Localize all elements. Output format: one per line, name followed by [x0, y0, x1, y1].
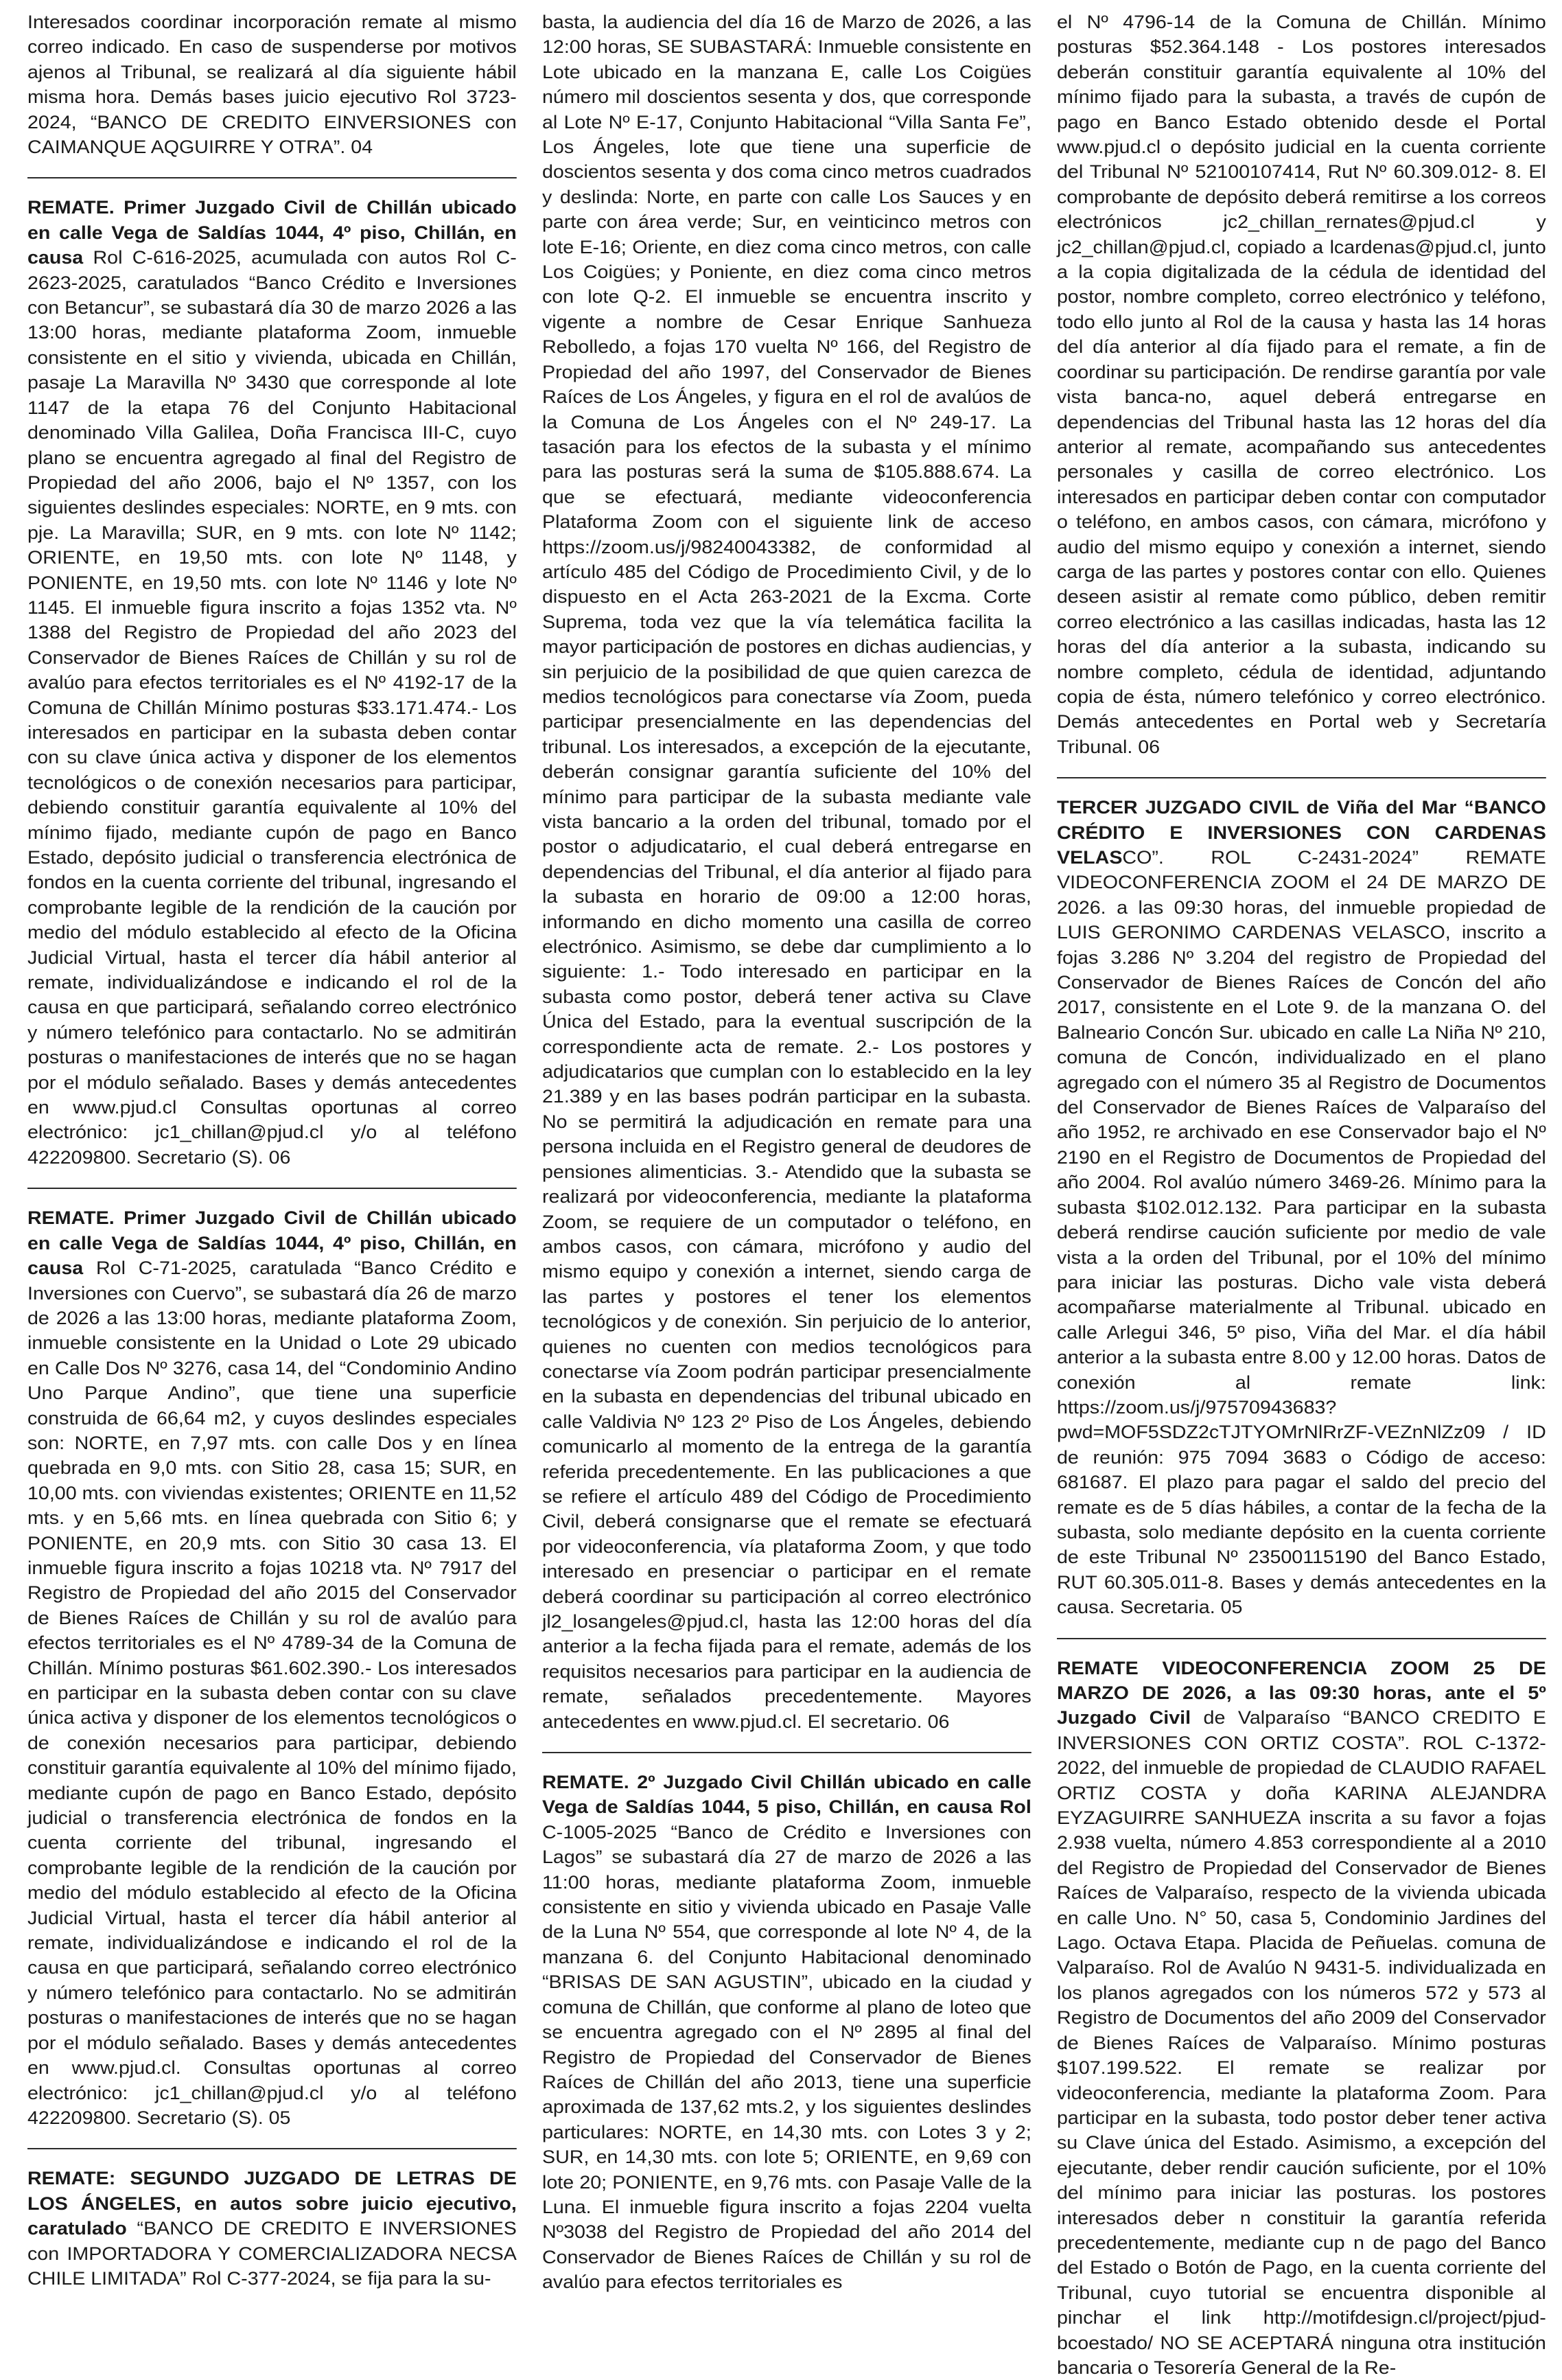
notice-separator — [1057, 777, 1546, 778]
notice-text: Rol C-71-2025, caratulada “Banco Crédito e Inversiones con Cuervo”, se subastará día 26 de marzo de 2026 a las 13:00 horas, mediante plataforma Zoom, inmueble consistente en la Unidad o Lote 29 ubicado en Calle Dos Nº 3276, casa 14, del “Condominio Andino Uno Parque Andino”, que tiene una superficie construida de 66,64 m2, y cuyos deslindes especiales son: NORTE, en 7,97 mts. con calle Dos y en línea quebrada en 9,0 mts. con Sitio 28, casa 15; SUR, en 10,00 mts. con viviendas existentes; ORIENTE en 11,52 mts. y en 5,66 mts. en línea quebrada con Sitio 6; y PONIENTE, en 20,9 mts. con Sitio 30 casa 13. El inmueble figura inscrito a fojas 10218 vta. Nº 7917 del Registro de Propiedad del año 2015 del Conservador de Bienes Raíces de Chillán y su rol de avalúo para efectos territoriales es el Nº 4789-34 de la Comuna de Chillán. Mínimo posturas $61.602.390.- Los interesados en participar en la subasta deben contar con su clave única activa y disponer de los elementos tecnológicos o de conexión necesarios para participar, debiendo constituir garantía equivalente al 10% del mínimo fijado, mediante cupón de pago en Banco Estado, depósito judicial o transferencia electrónica de fondos en la cuenta corriente del tribunal, ingresando el comprobante legible de la rendición de la caución por medio del módulo establecido al efecto de la Oficina Judicial Virtual, hasta el tercer día hábil anterior al remate, individualizándose e indicando el rol de la causa en que participará, señalando correo electrónico y número telefónico para contactarlo. No se admitirán posturas o manifestaciones de interés que no se hagan por el módulo señalado. Bases y demás antecedentes en www.pjud.cl. Consultas oportunas al correo electrónico: jc1_chillan@pjud.cl y/o al teléfono 422209800. Secretario (S). 05 — [27, 1258, 517, 2128]
notice-heading: REMATE. Primer Juzgado Civil de Chillán ubicado en calle Vega de Saldías 1044, 4º piso, Chillán, en causa — [27, 1208, 517, 1279]
notice-heading: REMATE: SEGUNDO JUZGADO DE LETRAS DE LOS ÁNGELES, en autos sobre juicio ejecutivo, caratulado — [27, 2168, 517, 2239]
notice-heading: TERCER JUZGADO CIVIL de Viña del Mar “BANCO CRÉDITO E INVERSIONES CON CARDENAS VELAS — [1057, 797, 1546, 868]
notice-text: C-1005-2025 “Banco de Crédito e Inversiones con Lagos” se subastará día 27 de marzo de 2026 a las 11:00 horas, mediante plataforma Zoom, inmueble consistente en sitio y vivienda ubicado en Pasaje Valle de la Luna Nº 554, que corresponde al lote Nº 4, de la manzana 6. del Conjunto Habitacional denominado “BRISAS DE SAN AGUSTIN”, ubicado en la ciudad y comuna de Chillán, que conforme al plano de loteo que se encuentra agregado con el Nº 2895 al final del Registro de Propiedad del Conservador de Bienes Raíces de Chillán del año 2013, tiene una superficie aproximada de 137,62 mts.2, y los siguientes deslindes particulares: NORTE, en 14,30 mts. con Lotes 3 y 2; SUR, en 14,30 mts. con lote 5; ORIENTE, en 9,69 con lote 20; PONIENTE, en 9,76 mts. con Pasaje Valle de la Luna. El inmueble figura inscrito a fojas 2204 vuelta Nº3038 del Registro de Propiedad del año 2014 del Conservador de Bienes Raíces de Chillán y su rol de avalúo para efectos territoriales es — [542, 1821, 1031, 2293]
column-1 — [27, 10, 517, 2289]
notice-continuation — [542, 10, 1031, 1734]
notice-continuation — [27, 10, 517, 159]
notice-heading: REMATE. Primer Juzgado Civil de Chillán ubicado en calle Vega de Saldías 1044, 4º piso, Chillán, en causa — [27, 197, 517, 268]
notice-separator — [27, 177, 517, 178]
notice-continuation — [1057, 10, 1546, 759]
notice-separator — [542, 1752, 1031, 1753]
notice-heading: REMATE. 2º Juzgado Civil Chillán ubicado en calle Vega de Saldías 1044, 5 piso, Chillán, en causa Rol — [542, 1772, 1031, 1818]
notice-text: “BANCO DE CREDITO E INVERSIONES con IMPORTADORA Y COMERCIALIZADORA NECSA CHILE LIMITADA” Rol C-377-2024, se fija para la su- — [27, 2218, 517, 2289]
notice-remate-chillan-betancur — [27, 195, 517, 1170]
notice-separator — [27, 2148, 517, 2149]
notice-heading: REMATE VIDEOCONFERENCIA ZOOM 25 DE MARZO DE 2026, a las 09:30 horas, ante el 5º Juzgado Civil — [1057, 1657, 1546, 1729]
notice-separator — [1057, 1638, 1546, 1639]
notice-tercer-juzgado-vina — [1057, 795, 1546, 1619]
notice-remate-los-angeles — [27, 2166, 517, 2291]
notice-separator — [27, 1188, 517, 1189]
notice-remate-chillan-lagos — [542, 1770, 1031, 2295]
notice-text: de Valparaíso “BANCO CREDITO E INVERSIONES CON ORTIZ COSTA”. ROL C-1372-2022, del inmueble de propiedad de CLAUDIO RAFAEL ORTIZ COSTA y doña KARINA ALEJANDRA EYZAGUIRRE SANHUEZA inscrita a su favor a fojas 2.938 vuelta, número 4.853 correspondiente al a 2010 del Registro de Propiedad del Conservador de Bienes Raíces de Valparaíso, respecto de la vivienda ubicada en calle Uno. N° 50, casa 5, Condominio Jardines del Lago. Octava Etapa. Placida de Peñuelas. comuna de Valparaíso. Rol de Avalúo N 9431-5. individualizada en los planos agregados con los números 572 y 573 al Registro de Documentos del año 2009 del Conservador de Bienes Raíces de Valparaíso. Mínimo posturas $107.199.522. El remate se realizar por videoconferencia, mediante la plataforma Zoom. Para participar en la subasta, todo postor deber tener activa su Clave única del Estado. Asimismo, a excepción del ejecutante, deber rendir caución suficiente, por el 10% del mínimo para iniciar las posturas. los postores interesados deber n constituir la garantía referida precedentemente, mediante cup n de pago del Banco del Estado o Botón de Pago, en la cuenta corriente del Tribunal, cuyo tutorial se encuentra disponible al pinchar el link http://motifdesign.cl/project/pjud-bcoestado/ NO SE ACEPTARÁ ninguna otra institución bancaria o Tesorería General de la Re- — [1057, 1707, 1546, 2378]
notice-text: Interesados coordinar incorporación remate al mismo correo indicado. En caso de suspenderse por motivos ajenos al Tribunal, se realizará al día siguiente hábil misma hora. Demás bases juicio ejecutivo Rol 3723-2024, “BANCO DE CREDITO EINVERSIONES con CAIMANQUE AQGUIRRE Y OTRA”. 04 — [27, 12, 517, 158]
notice-text: Rol C-616-2025, acumulada con autos Rol C-2623-2025, caratulados “Banco Crédito e Inversiones con Betancur”, se subastará día 30 de marzo 2026 a las 13:00 horas, mediante plataforma Zoom, inmueble consistente en el sitio y vivienda, ubicada en Chillán, pasaje La Maravilla Nº 3430 que corresponde al lote 1147 de la etapa 76 del Conjunto Habitacional denominado Villa Galilea, Doña Francisca III-C, cuyo plano se encuentra agregado al final del Registro de Propiedad del año 2006, bajo el Nº 1357, con los siguientes deslindes especiales: NORTE, en 9 mts. con pje. La Maravilla; SUR, en 9 mts. con lote Nº 1142; ORIENTE, en 19,50 mts. con lote Nº 1148, y PONIENTE, en 19,50 mts. con lote Nº 1146 y lote Nº 1145. El inmueble figura inscrito a fojas 1352 vta. Nº 1388 del Registro de Propiedad del año 2023 del Conservador de Bienes Raíces de Chillán y su rol de avalúo para efectos territoriales es el Nº 4192-17 de la Comuna de Chillán Mínimo posturas $33.171.474.- Los interesados en participar en la subasta deben contar con su clave única activa y disponer de los elementos tecnológicos o de conexión necesarios para participar, debiendo constituir garantía equivalente al 10% del mínimo fijado, mediante cupón de pago en Banco Estado, depósito judicial o transferencia electrónica de fondos en la cuenta corriente del tribunal, ingresando el comprobante legible de la rendición de la caución por medio del módulo establecido al efecto de la Oficina Judicial Virtual, hasta el tercer día hábil anterior al remate, individualizándose e indicando el rol de la causa en que participará, señalando correo electrónico y número telefónico para contactarlo. No se admitirán posturas o manifestaciones de interés que no se hagan por el módulo señalado. Bases y demás antecedentes en www.pjud.cl Consultas oportunas al correo electrónico: jc1_chillan@pjud.cl y/o al teléfono 422209800. Secretario (S). 06 — [27, 247, 517, 1168]
notice-remate-valparaiso — [1057, 1656, 1546, 2380]
column-3 — [1057, 10, 1546, 2378]
notice-text: el Nº 4796-14 de la Comuna de Chillán. Mínimo posturas $52.364.148 - Los postores interesados deberán constituir garantía equivalente al 10% del mínimo fijado para la subasta, a través de cupón de pago en Banco Estado obtenido desde el Portal www.pjud.cl o depósito judicial en la cuenta corriente del Tribunal Nº 52100107414, Rut Nº 60.309.012- 8. El comprobante de depósito deberá remitirse a los correos electrónicos jc2_chillan_rernates@pjud.cl y jc2_chillan@pjud.cl, copiado a lcardenas@pjud.cl, junto a la copia digitalizada de la cédula de identidad del postor, nombre completo, correo electrónico y teléfono, todo ello junto al Rol de la causa y hasta las 14 horas del día anterior al día fijado para el remate, a fin de coordinar su participación. De rendirse garantía por vale vista banca-no, aquel deberá entregarse en dependencias del Tribunal hasta las 12 horas del día anterior al remate, acompañando sus antecedentes personales y casilla de correo electrónico. Los interesados en participar deben contar con computador o teléfono, en ambos casos, con cámara, micrófono y audio del mismo equipo y conexión a internet, siendo carga de las partes y postores contar con ello. Quienes deseen asistir al remate como público, deben remitir correo electrónico a las casillas indicadas, hasta las 12 horas del día anterior a la subasta, indicando su nombre completo, cédula de identidad, adjuntando copia de ésta, número telefónico y correo electrónico. Demás antecedentes en Portal web y Secretaría Tribunal. 06 — [1057, 12, 1546, 757]
notice-remate-chillan-cuervo — [27, 1205, 517, 2130]
column-2 — [542, 10, 1031, 2293]
notice-text: CO”. ROL C-2431-2024” REMATE VIDEOCONFERENCIA ZOOM el 24 DE MARZO DE 2026. a las 09:30 horas, del inmueble propiedad de LUIS GERONIMO CARDENAS VELASCO, inscrito a fojas 3.286 Nº 3.204 del registro de Propiedad del Conservador de Bienes Raíces de Concón del año 2017, consistente en el Lote 9. de la manzana O. del Balneario Concón Sur. ubicado en calle La Niña Nº 210, comuna de Concón, individualizado en el plano agregado con el número 35 al Registro de Documentos del Conservador de Bienes Raíces de Valparaíso del año 1952, re archivado en ese Conservador bajo el Nº 2190 en el Registro de Documentos de Propiedad del año 2004. Rol avalúo número 3469-26. Mínimo para la subasta $102.012.132. Para participar en la subasta deberá rendirse caución suficiente por medio de vale vista a la orden del Tribunal, por el 10% del mínimo para iniciar las posturas. Dicho vale vista deberá acompañarse materialmente al Tribunal. ubicado en calle Arlegui 346, 5º piso, Viña del Mar. el día hábil anterior a la subasta entre 8.00 y 12.00 horas. Datos de conexión al remate link: https://zoom.us/j/97570943683?pwd=MOF5SDZ2cTJTYOMrNlRrZF-VEZnNlZz09 / ID de reunión: 975 7094 3683 o Código de acceso: 681687. El plazo para pagar el saldo del precio del remate es de 5 días hábiles, a contar de la fecha de la subasta, solo mediante depósito en la cuenta corriente de este Tribunal Nº 23500115190 del Banco Estado, RUT 60.305.011-8. Bases y demás antecedentes en la causa. Secretaria. 05 — [1057, 847, 1546, 1618]
notice-text: basta, la audiencia del día 16 de Marzo de 2026, a las 12:00 horas, SE SUBASTARÁ: Inmueble consistente en Lote ubicado en la manzana E, calle Los Coigües número mil doscientos sesenta y dos, que corresponde al Lote Nº E-17, Conjunto Habitacional “Villa Santa Fe”, Los Ángeles, lote que tiene una superficie de doscientos sesenta y dos coma cinco metros cuadrados y deslinda: Norte, en parte con calle Los Sauces y en parte con área verde; Sur, en veinticinco metros con lote E-16; Oriente, en diez coma cinco metros, con calle Los Coigües; y Poniente, en diez coma cinco metros con lote Q-2. El inmueble se encuentra inscrito y vigente a nombre de Cesar Enrique Sanhueza Rebolledo, a fojas 170 vuelta Nº 166, del Registro de Propiedad del año 1997, del Conservador de Bienes Raíces de Los Ángeles, y figura en el rol de avalúos de la Comuna de Los Ángeles con el Nº 249-17. La tasación para los efectos de la subasta y el mínimo para las posturas será la suma de $105.888.674. La que se efectuará, mediante videoconferencia Plataforma Zoom con el siguiente link de acceso https://zoom.us/j/98240043382, de conformidad al artículo 485 del Código de Procedimiento Civil, y de lo dispuesto en el Acta 263-2021 de la Excma. Corte Suprema, toda vez que la vía telemática facilita la mayor participación de postores en dichas audiencias, y sin perjuicio de la posibilidad de que quien carezca de medios tecnológicos para conectarse vía Zoom, pueda participar presencialmente en las dependencias del tribunal. Los interesados, a excepción de la ejecutante, deberán consignar garantía suficiente del 10% del mínimo para participar de la subasta mediante vale vista bancario a la orden del tribunal, tomado por el postor o adjudicatario, el cual deberá entregarse en dependencias del Tribunal, el día anterior al fijado para la subasta en horario de 09:00 a 12:00 horas, informando en dicho momento una casilla de correo electrónico. Asimismo, se debe dar cumplimiento a lo siguiente: 1.- Todo interesado en participar en la subasta como postor, deberá tener activa su Clave Única del Estado, para la eventual suscripción de la correspondiente acta de remate. 2.- Los postores y adjudicatarios que cumplan con lo establecido en la ley 21.389 y en las bases podrán participar en la subasta. No se permitirá la adjudicación en remate para una persona incluida en el Registro general de deudores de pensiones alimenticias. 3.- Atendido que la subasta se realizará por videoconferencia, mediante la plataforma Zoom, se requiere de un computador o teléfono, en ambos casos, con cámara, micrófono y audio del mismo equipo y conexión a internet, siendo carga de las partes y postores el tener los elementos tecnológicos y de conexión. Sin perjuicio de lo anterior, quienes no cuenten con medios tecnológicos para conectarse vía Zoom podrán participar presencialmente en la subasta en dependencias del tribunal ubicado en calle Valdivia Nº 123 2º Piso de Los Ángeles, debiendo comunicarlo al momento de la entrega de la garantía referida precedentemente. En las publicaciones a que se refiere el artículo 489 del Código de Procedimiento Civil, deberá consignarse que el remate se efectuará por videoconferencia, vía plataforma Zoom, y que todo interesado en presenciar o participar en el remate deberá coordinar su participación al correo electrónico jl2_losangeles@pjud.cl, hasta las 12:00 horas del día anterior a la fecha fijada para el remate, además de los requisitos necesarios para participar en la audiencia de remate, señalados precedentemente. Mayores antecedentes en www.pjud.cl. El secretario. 06 — [542, 12, 1031, 1732]
